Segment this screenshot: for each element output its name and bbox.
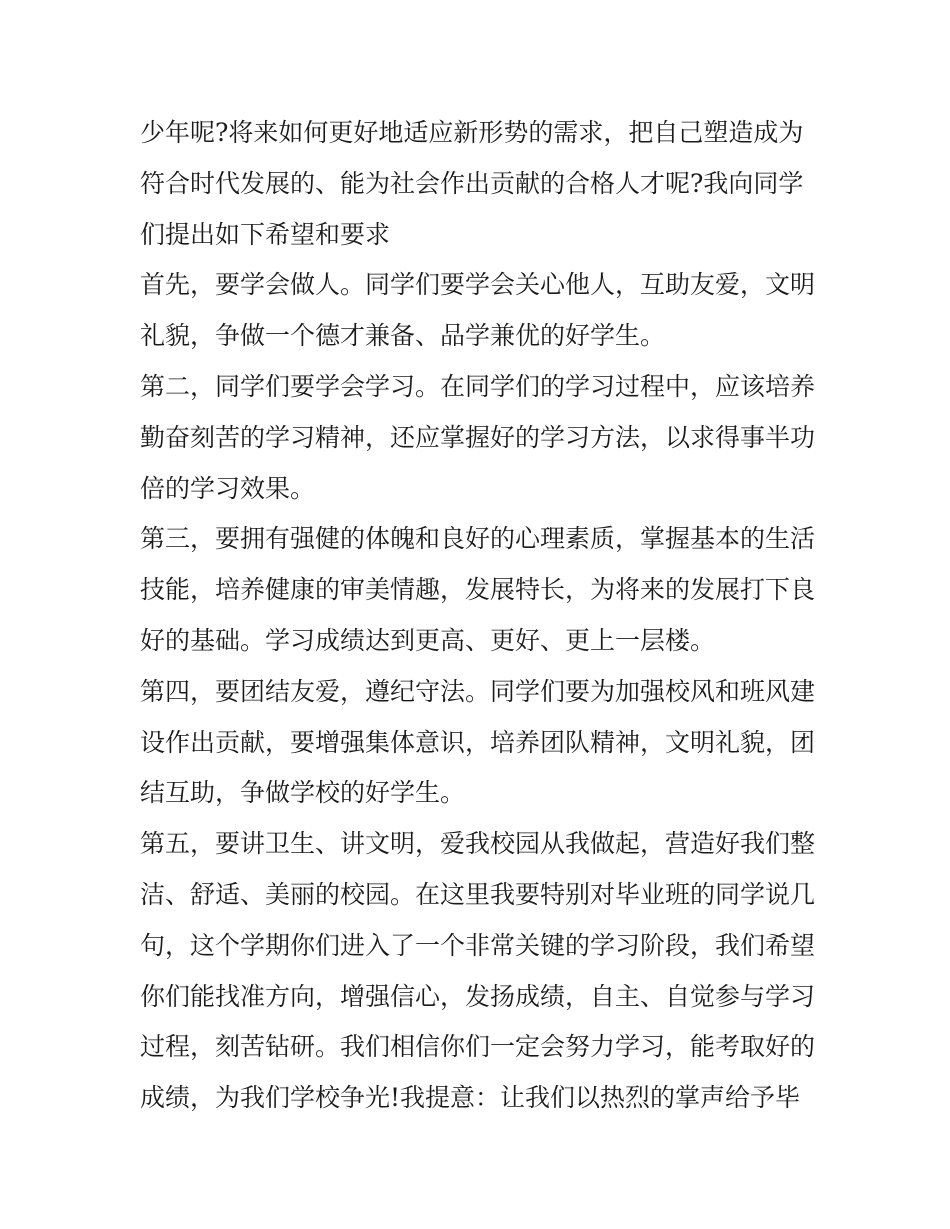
text-line: 第五，要讲卫生、讲文明，爱我校园从我做起，营造好我们整 xyxy=(140,829,816,859)
body-text xyxy=(140,108,820,1124)
text-line: 们提出如下希望和要求 xyxy=(140,219,391,249)
text-line: 过程，刻苦钻研。我们相信你们一定会努力学习，能考取好的 xyxy=(140,1032,816,1062)
text-line: 勤奋刻苦的学习精神，还应掌握好的学习方法，以求得事半功 xyxy=(140,422,816,452)
text-line: 第二，同学们要学会学习。在同学们的学习过程中，应该培养 xyxy=(140,371,816,401)
text-line: 设作出贡献，要增强集体意识，培养团队精神，文明礼貌，团 xyxy=(140,727,816,757)
text-line: 倍的学习效果。 xyxy=(140,473,316,503)
text-line: 第四，要团结友爱，遵纪守法。同学们要为加强校风和班风建 xyxy=(140,676,816,706)
text-line: 礼貌，争做一个德才兼备、品学兼优的好学生。 xyxy=(140,321,666,351)
text-line: 符合时代发展的、能为社会作出贡献的合格人才呢?我向同学 xyxy=(140,168,804,198)
text-line: 首先，要学会做人。同学们要学会关心他人，互助友爱，文明 xyxy=(140,270,816,300)
text-line: 洁、舒适、美丽的校园。在这里我要特别对毕业班的同学说几 xyxy=(140,879,816,909)
text-line: 好的基础。学习成绩达到更高、更好、更上一层楼。 xyxy=(140,625,716,655)
text-line: 你们能找准方向，增强信心，发扬成绩，自主、自觉参与学习 xyxy=(140,981,816,1011)
text-line: 少年呢?将来如何更好地适应新形势的需求，把自己塑造成为 xyxy=(140,118,804,147)
text-line: 句，这个学期你们进入了一个非常关键的学习阶段，我们希望 xyxy=(140,930,816,960)
text-line: 技能，培养健康的审美情趣，发展特长，为将来的发展打下良 xyxy=(140,575,816,605)
text-line: 成绩，为我们学校争光!我提意：让我们以热烈的掌声给予毕 xyxy=(140,1083,801,1113)
text-line: 结互助，争做学校的好学生。 xyxy=(140,778,466,808)
text-line: 第三，要拥有强健的体魄和良好的心理素质，掌握基本的生活 xyxy=(140,524,816,554)
